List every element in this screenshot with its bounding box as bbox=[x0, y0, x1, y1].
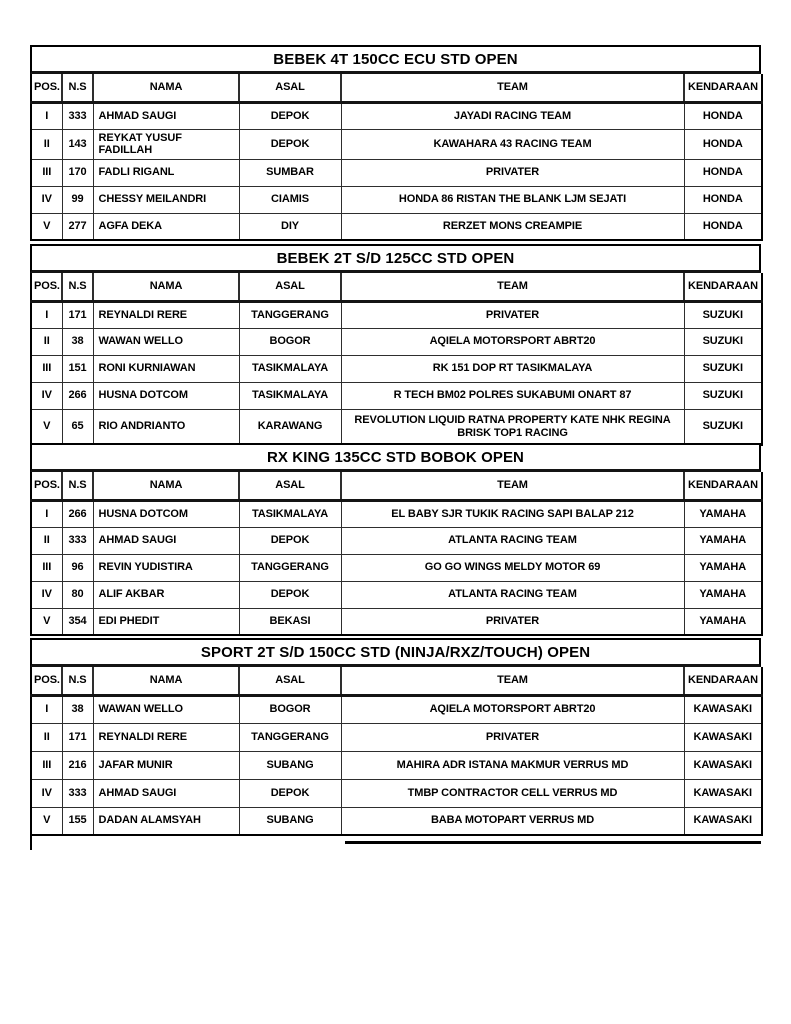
pos-cell: V bbox=[31, 807, 62, 835]
team-cell: PRIVATER bbox=[341, 608, 684, 635]
kendaraan-cell: SUZUKI bbox=[684, 328, 762, 355]
col-kendaraan: KENDARAAN bbox=[684, 74, 762, 102]
kendaraan-cell: YAMAHA bbox=[684, 500, 762, 527]
col-kendaraan: KENDARAAN bbox=[684, 472, 762, 500]
col-nama: NAMA bbox=[93, 472, 239, 500]
kendaraan-cell: KAWASAKI bbox=[684, 695, 762, 723]
team-cell: GO GO WINGS MELDY MOTOR 69 bbox=[341, 554, 684, 581]
col-pos: POS. bbox=[31, 74, 62, 102]
pos-cell: II bbox=[31, 129, 62, 159]
nama-cell: DADAN ALAMSYAH bbox=[93, 807, 239, 835]
table-row bbox=[31, 159, 762, 186]
kendaraan-cell: YAMAHA bbox=[684, 581, 762, 608]
kendaraan-cell: HONDA bbox=[684, 213, 762, 240]
asal-cell: DIY bbox=[239, 213, 341, 240]
nama-cell: RIO ANDRIANTO bbox=[93, 409, 239, 445]
pos-cell: IV bbox=[31, 186, 62, 213]
ns-cell: 99 bbox=[62, 186, 93, 213]
asal-cell: TASIKMALAYA bbox=[239, 355, 341, 382]
col-nama: NAMA bbox=[93, 74, 239, 102]
ns-cell: 65 bbox=[62, 409, 93, 445]
table-row bbox=[31, 382, 762, 409]
pos-cell: II bbox=[31, 723, 62, 751]
kendaraan-cell: KAWASAKI bbox=[684, 723, 762, 751]
col-nama: NAMA bbox=[93, 667, 239, 695]
col-ns: N.S bbox=[62, 667, 93, 695]
col-team: TEAM bbox=[341, 273, 684, 301]
table-title: SPORT 2T S/D 150CC STD (NINJA/RXZ/TOUCH) OPEN bbox=[30, 638, 761, 667]
asal-cell: DEPOK bbox=[239, 779, 341, 807]
col-ns: N.S bbox=[62, 472, 93, 500]
asal-cell: TANGGERANG bbox=[239, 723, 341, 751]
table-row bbox=[31, 102, 762, 129]
kendaraan-cell: YAMAHA bbox=[684, 527, 762, 554]
kendaraan-cell: YAMAHA bbox=[684, 554, 762, 581]
nama-cell: REYNALDI RERE bbox=[93, 723, 239, 751]
table-row bbox=[31, 779, 762, 807]
team-cell: TMBP CONTRACTOR CELL VERRUS MD bbox=[341, 779, 684, 807]
kendaraan-cell: SUZUKI bbox=[684, 355, 762, 382]
nama-cell: AHMAD SAUGI bbox=[93, 779, 239, 807]
pos-cell: II bbox=[31, 527, 62, 554]
header-row bbox=[31, 74, 762, 102]
table-row bbox=[31, 581, 762, 608]
ns-cell: 38 bbox=[62, 328, 93, 355]
pos-cell: I bbox=[31, 301, 62, 328]
ns-cell: 171 bbox=[62, 723, 93, 751]
team-cell: R TECH BM02 POLRES SUKABUMI ONART 87 bbox=[341, 382, 684, 409]
team-cell: AQIELA MOTORSPORT ABRT20 bbox=[341, 328, 684, 355]
table-row bbox=[31, 328, 762, 355]
asal-cell: DEPOK bbox=[239, 527, 341, 554]
col-nama: NAMA bbox=[93, 273, 239, 301]
nama-cell: CHESSY MEILANDRI bbox=[93, 186, 239, 213]
ns-cell: 171 bbox=[62, 301, 93, 328]
asal-cell: DEPOK bbox=[239, 581, 341, 608]
pos-cell: I bbox=[31, 500, 62, 527]
kendaraan-cell: KAWASAKI bbox=[684, 751, 762, 779]
asal-cell: SUBANG bbox=[239, 807, 341, 835]
kendaraan-cell: KAWASAKI bbox=[684, 807, 762, 835]
pos-cell: III bbox=[31, 159, 62, 186]
nama-cell: JAFAR MUNIR bbox=[93, 751, 239, 779]
table-row bbox=[31, 723, 762, 751]
pos-cell: III bbox=[31, 554, 62, 581]
results-table-bebek-4t-150cc bbox=[30, 45, 761, 241]
pos-cell: V bbox=[31, 409, 62, 445]
asal-cell: TANGGERANG bbox=[239, 301, 341, 328]
ns-cell: 266 bbox=[62, 500, 93, 527]
ns-cell: 80 bbox=[62, 581, 93, 608]
nama-cell: HUSNA DOTCOM bbox=[93, 382, 239, 409]
results-grid bbox=[30, 273, 763, 446]
table-row bbox=[31, 695, 762, 723]
table-title: RX KING 135CC STD BOBOK OPEN bbox=[30, 443, 761, 472]
team-cell: BABA MOTOPART VERRUS MD bbox=[341, 807, 684, 835]
team-cell: PRIVATER bbox=[341, 301, 684, 328]
pos-cell: IV bbox=[31, 382, 62, 409]
ns-cell: 38 bbox=[62, 695, 93, 723]
results-table-rx-king-135cc bbox=[30, 443, 761, 636]
asal-cell: CIAMIS bbox=[239, 186, 341, 213]
ns-cell: 266 bbox=[62, 382, 93, 409]
nama-cell: WAWAN WELLO bbox=[93, 328, 239, 355]
team-cell: REVOLUTION LIQUID RATNA PROPERTY KATE NHK REGINA BRISK TOP1 RACING bbox=[341, 409, 684, 445]
results-table-sport-2t-150cc bbox=[30, 638, 761, 836]
ns-cell: 170 bbox=[62, 159, 93, 186]
table-row bbox=[31, 608, 762, 635]
pos-cell: IV bbox=[31, 779, 62, 807]
nama-cell: EDI PHEDIT bbox=[93, 608, 239, 635]
nama-cell: AHMAD SAUGI bbox=[93, 102, 239, 129]
team-cell: MAHIRA ADR ISTANA MAKMUR VERRUS MD bbox=[341, 751, 684, 779]
col-asal: ASAL bbox=[239, 74, 341, 102]
results-table-bebek-2t-125cc bbox=[30, 244, 761, 446]
pos-cell: I bbox=[31, 102, 62, 129]
table-title: BEBEK 4T 150CC ECU STD OPEN bbox=[30, 45, 761, 74]
kendaraan-cell: SUZUKI bbox=[684, 301, 762, 328]
col-pos: POS. bbox=[31, 667, 62, 695]
table-title: BEBEK 2T S/D 125CC STD OPEN bbox=[30, 244, 761, 273]
team-cell: JAYADI RACING TEAM bbox=[341, 102, 684, 129]
col-ns: N.S bbox=[62, 273, 93, 301]
asal-cell: DEPOK bbox=[239, 102, 341, 129]
team-cell: RK 151 DOP RT TASIKMALAYA bbox=[341, 355, 684, 382]
pos-cell: IV bbox=[31, 581, 62, 608]
col-team: TEAM bbox=[341, 472, 684, 500]
header-row bbox=[31, 273, 762, 301]
asal-cell: BOGOR bbox=[239, 695, 341, 723]
nama-cell: AGFA DEKA bbox=[93, 213, 239, 240]
table-row bbox=[31, 500, 762, 527]
nama-cell: HUSNA DOTCOM bbox=[93, 500, 239, 527]
col-pos: POS. bbox=[31, 472, 62, 500]
team-cell: AQIELA MOTORSPORT ABRT20 bbox=[341, 695, 684, 723]
ns-cell: 354 bbox=[62, 608, 93, 635]
team-cell: RERZET MONS CREAMPIE bbox=[341, 213, 684, 240]
col-team: TEAM bbox=[341, 667, 684, 695]
kendaraan-cell: HONDA bbox=[684, 129, 762, 159]
nama-cell: RONI KURNIAWAN bbox=[93, 355, 239, 382]
table-row bbox=[31, 409, 762, 445]
header-row bbox=[31, 472, 762, 500]
kendaraan-cell: SUZUKI bbox=[684, 382, 762, 409]
col-kendaraan: KENDARAAN bbox=[684, 667, 762, 695]
table-row bbox=[31, 301, 762, 328]
pos-cell: III bbox=[31, 751, 62, 779]
asal-cell: BOGOR bbox=[239, 328, 341, 355]
ns-cell: 333 bbox=[62, 779, 93, 807]
pos-cell: V bbox=[31, 213, 62, 240]
partial-table-top-border bbox=[345, 841, 761, 844]
nama-cell: ALIF AKBAR bbox=[93, 581, 239, 608]
partial-table-left-border bbox=[30, 836, 32, 850]
table-row bbox=[31, 129, 762, 159]
team-cell: PRIVATER bbox=[341, 159, 684, 186]
ns-cell: 151 bbox=[62, 355, 93, 382]
ns-cell: 333 bbox=[62, 102, 93, 129]
pos-cell: I bbox=[31, 695, 62, 723]
table-row bbox=[31, 751, 762, 779]
kendaraan-cell: YAMAHA bbox=[684, 608, 762, 635]
team-cell: HONDA 86 RISTAN THE BLANK LJM SEJATI bbox=[341, 186, 684, 213]
table-row bbox=[31, 186, 762, 213]
pos-cell: III bbox=[31, 355, 62, 382]
table-row bbox=[31, 527, 762, 554]
ns-cell: 155 bbox=[62, 807, 93, 835]
pos-cell: II bbox=[31, 328, 62, 355]
col-kendaraan: KENDARAAN bbox=[684, 273, 762, 301]
pos-cell: V bbox=[31, 608, 62, 635]
team-cell: ATLANTA RACING TEAM bbox=[341, 581, 684, 608]
table-row bbox=[31, 355, 762, 382]
col-team: TEAM bbox=[341, 74, 684, 102]
ns-cell: 216 bbox=[62, 751, 93, 779]
kendaraan-cell: KAWASAKI bbox=[684, 779, 762, 807]
ns-cell: 333 bbox=[62, 527, 93, 554]
col-ns: N.S bbox=[62, 74, 93, 102]
results-grid bbox=[30, 667, 763, 836]
col-asal: ASAL bbox=[239, 472, 341, 500]
asal-cell: TASIKMALAYA bbox=[239, 382, 341, 409]
team-cell: ATLANTA RACING TEAM bbox=[341, 527, 684, 554]
nama-cell: REVIN YUDISTIRA bbox=[93, 554, 239, 581]
col-asal: ASAL bbox=[239, 667, 341, 695]
asal-cell: TASIKMALAYA bbox=[239, 500, 341, 527]
asal-cell: BEKASI bbox=[239, 608, 341, 635]
table-row bbox=[31, 807, 762, 835]
ns-cell: 96 bbox=[62, 554, 93, 581]
asal-cell: SUMBAR bbox=[239, 159, 341, 186]
asal-cell: SUBANG bbox=[239, 751, 341, 779]
nama-cell: REYKAT YUSUF FADILLAH bbox=[93, 129, 239, 159]
nama-cell: WAWAN WELLO bbox=[93, 695, 239, 723]
col-pos: POS. bbox=[31, 273, 62, 301]
kendaraan-cell: HONDA bbox=[684, 102, 762, 129]
table-row bbox=[31, 554, 762, 581]
ns-cell: 277 bbox=[62, 213, 93, 240]
results-grid bbox=[30, 74, 763, 241]
header-row bbox=[31, 667, 762, 695]
nama-cell: FADLI RIGANL bbox=[93, 159, 239, 186]
kendaraan-cell: HONDA bbox=[684, 186, 762, 213]
kendaraan-cell: HONDA bbox=[684, 159, 762, 186]
team-cell: EL BABY SJR TUKIK RACING SAPI BALAP 212 bbox=[341, 500, 684, 527]
asal-cell: KARAWANG bbox=[239, 409, 341, 445]
team-cell: PRIVATER bbox=[341, 723, 684, 751]
results-grid bbox=[30, 472, 763, 636]
asal-cell: TANGGERANG bbox=[239, 554, 341, 581]
nama-cell: REYNALDI RERE bbox=[93, 301, 239, 328]
kendaraan-cell: SUZUKI bbox=[684, 409, 762, 445]
table-row bbox=[31, 213, 762, 240]
nama-cell: AHMAD SAUGI bbox=[93, 527, 239, 554]
ns-cell: 143 bbox=[62, 129, 93, 159]
team-cell: KAWAHARA 43 RACING TEAM bbox=[341, 129, 684, 159]
asal-cell: DEPOK bbox=[239, 129, 341, 159]
col-asal: ASAL bbox=[239, 273, 341, 301]
